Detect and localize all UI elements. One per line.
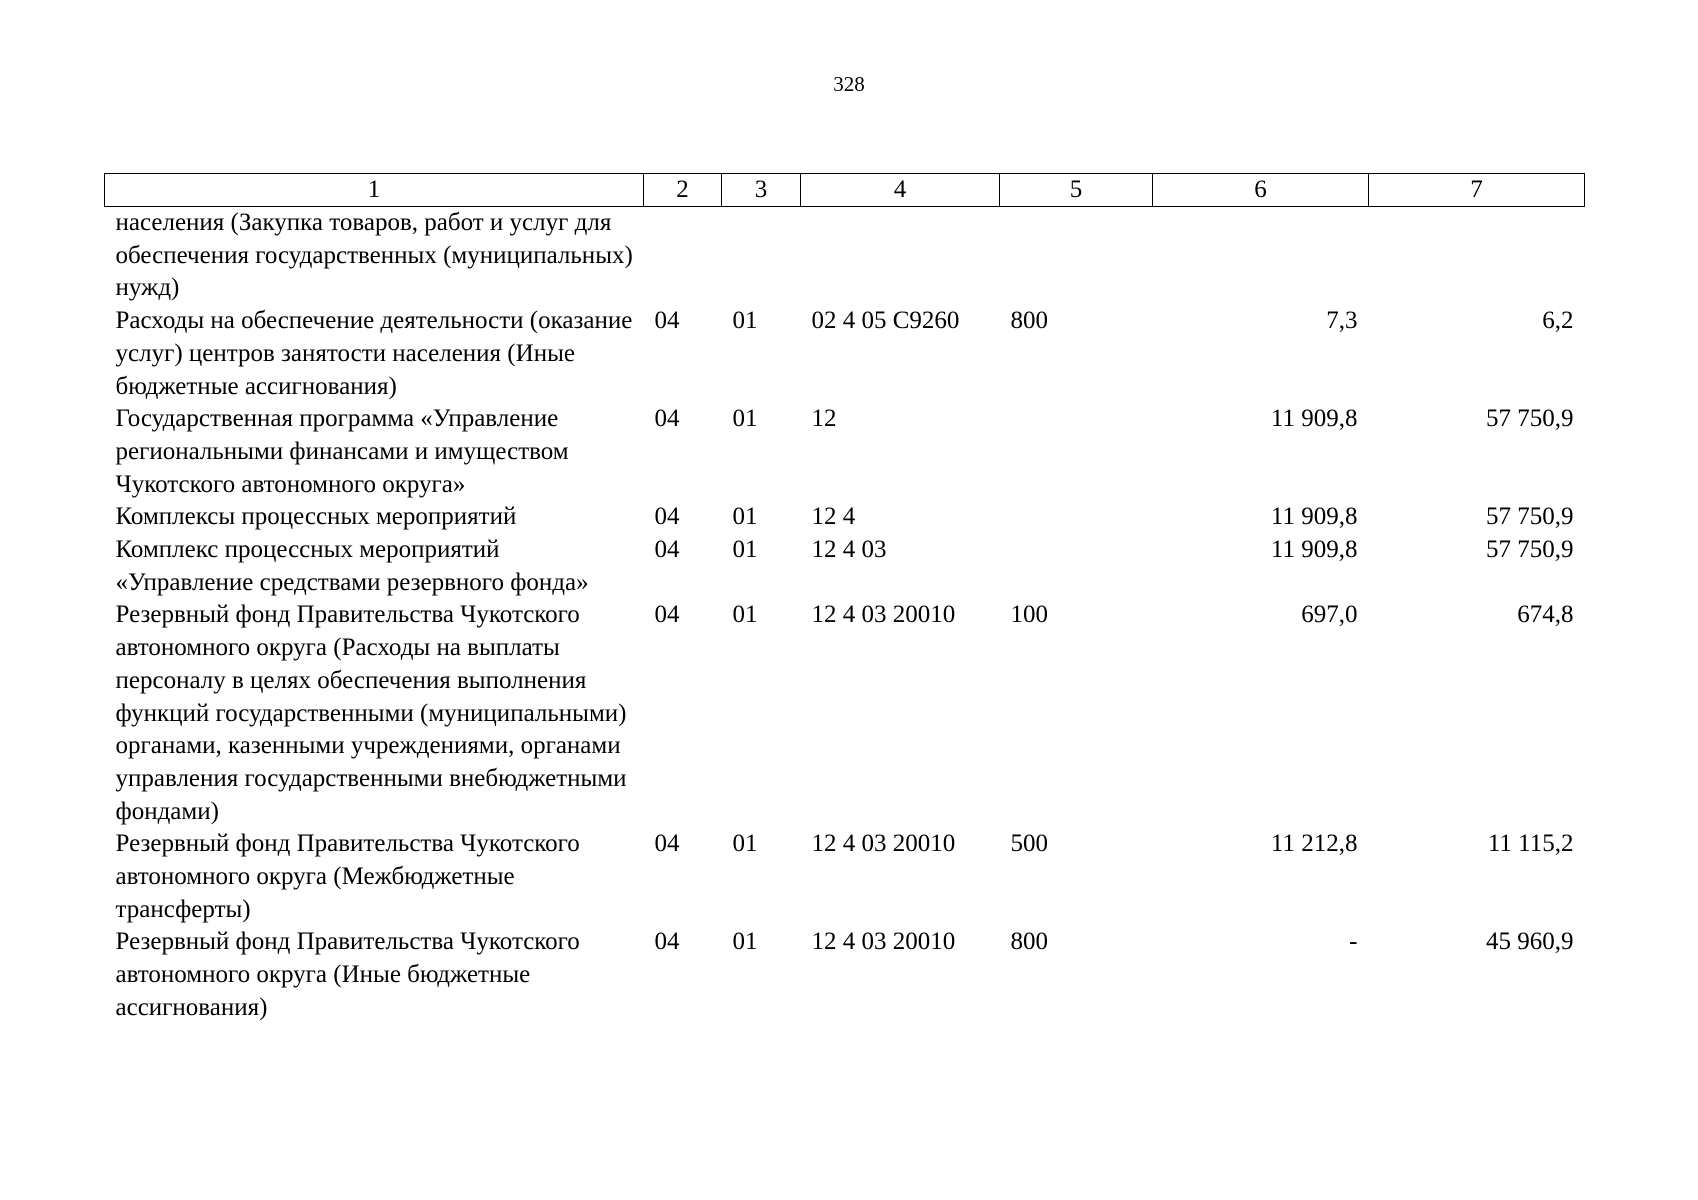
row-expense-type: 100 xyxy=(1010,601,1048,629)
row-target-article: 12 4 03 xyxy=(811,536,887,564)
row-subsection: 01 xyxy=(732,830,758,858)
header-col-7: 7 xyxy=(1369,174,1585,207)
row-sum-col6: 697,0 xyxy=(1301,601,1358,629)
row-subsection: 01 xyxy=(732,307,758,335)
row-sum-col6: 7,3 xyxy=(1326,307,1358,335)
row-sum-col6: 11 909,8 xyxy=(1270,536,1358,564)
row-section: 04 xyxy=(654,830,680,858)
table-row xyxy=(105,305,1585,403)
row-section: 04 xyxy=(654,307,680,335)
header-col-1: 1 xyxy=(105,174,644,207)
row-target-article: 12 4 03 20010 xyxy=(811,601,956,629)
table-row xyxy=(105,207,1585,306)
row-sum-col7: 6,2 xyxy=(1542,307,1574,335)
row-expense-type: 800 xyxy=(1010,928,1048,956)
row-target-article: 12 4 xyxy=(811,503,856,531)
row-expense-type: 500 xyxy=(1010,830,1048,858)
row-target-article xyxy=(801,207,1000,306)
table-body xyxy=(105,207,1585,1025)
row-subsection: 01 xyxy=(732,405,758,433)
table-row xyxy=(105,403,1585,501)
row-sum-col6: - xyxy=(1349,928,1358,956)
row-name: Государственная программа «Управление региональными финансами и имуществом Чукотского автономного округа» xyxy=(115,405,569,498)
row-subsection: 01 xyxy=(732,601,758,629)
row-section xyxy=(644,207,722,306)
row-expense-type xyxy=(1000,207,1153,306)
row-section: 04 xyxy=(654,536,680,564)
row-expense-type xyxy=(1000,501,1153,534)
row-sum-col7 xyxy=(1369,207,1585,306)
row-subsection: 01 xyxy=(732,536,758,564)
row-name: Расходы на обеспечение деятельности (оказание услуг) центров занятости населения (Иные бюджетные ассигнования) xyxy=(115,307,633,400)
row-sum-col7: 57 750,9 xyxy=(1486,405,1574,433)
row-subsection: 01 xyxy=(732,503,758,531)
row-sum-col7: 57 750,9 xyxy=(1486,536,1574,564)
header-col-3: 3 xyxy=(722,174,801,207)
budget-table xyxy=(104,173,1585,1025)
table-header xyxy=(105,174,1585,207)
row-expense-type: 800 xyxy=(1010,307,1048,335)
table-row xyxy=(105,534,1585,599)
row-subsection xyxy=(722,207,801,306)
page-number: 328 xyxy=(833,72,865,96)
header-col-5: 5 xyxy=(1000,174,1153,207)
header-col-4: 4 xyxy=(801,174,1000,207)
row-name: Резервный фонд Правительства Чукотского автономного округа (Межбюджетные трансферты) xyxy=(115,830,580,923)
row-target-article: 02 4 05 С9260 xyxy=(811,307,960,335)
table-row xyxy=(105,828,1585,926)
row-name: Комплексы процессных мероприятий xyxy=(115,503,517,531)
row-sum-col6: 11 909,8 xyxy=(1270,405,1358,433)
row-target-article: 12 4 03 20010 xyxy=(811,830,956,858)
table-row xyxy=(105,501,1585,534)
row-target-article: 12 xyxy=(811,405,837,433)
header-row xyxy=(105,174,1585,207)
row-subsection: 01 xyxy=(732,928,758,956)
row-section: 04 xyxy=(654,601,680,629)
row-target-article: 12 4 03 20010 xyxy=(811,928,956,956)
row-sum-col6: 11 909,8 xyxy=(1270,503,1358,531)
row-sum-col7: 674,8 xyxy=(1517,601,1574,629)
header-col-6: 6 xyxy=(1153,174,1369,207)
row-sum-col7: 57 750,9 xyxy=(1486,503,1574,531)
table-row xyxy=(105,926,1585,1024)
row-name: населения (Закупка товаров, работ и услуг для обеспечения государственных (муниципальных) нужд) xyxy=(115,209,633,302)
row-name: Комплекс процессных мероприятий «Управление средствами резервного фонда» xyxy=(115,536,589,596)
header-col-2: 2 xyxy=(644,174,722,207)
row-expense-type xyxy=(1000,534,1153,599)
row-name: Резервный фонд Правительства Чукотского автономного округа (Иные бюджетные ассигнования) xyxy=(115,928,580,1021)
row-name: Резервный фонд Правительства Чукотского автономного округа (Расходы на выплаты персоналу в целях обеспечения выполнения функций государственными (муниципальными) органами, казенными учреждениями, органами управления государственными внебюджетными фондами) xyxy=(115,601,627,825)
row-section: 04 xyxy=(654,928,680,956)
row-sum-col7: 11 115,2 xyxy=(1487,830,1574,858)
row-sum-col7: 45 960,9 xyxy=(1486,928,1574,956)
row-section: 04 xyxy=(654,503,680,531)
table-row xyxy=(105,599,1585,828)
row-sum-col6: 11 212,8 xyxy=(1270,830,1358,858)
row-section: 04 xyxy=(654,405,680,433)
row-expense-type xyxy=(1000,403,1153,501)
row-sum-col6 xyxy=(1153,207,1369,306)
